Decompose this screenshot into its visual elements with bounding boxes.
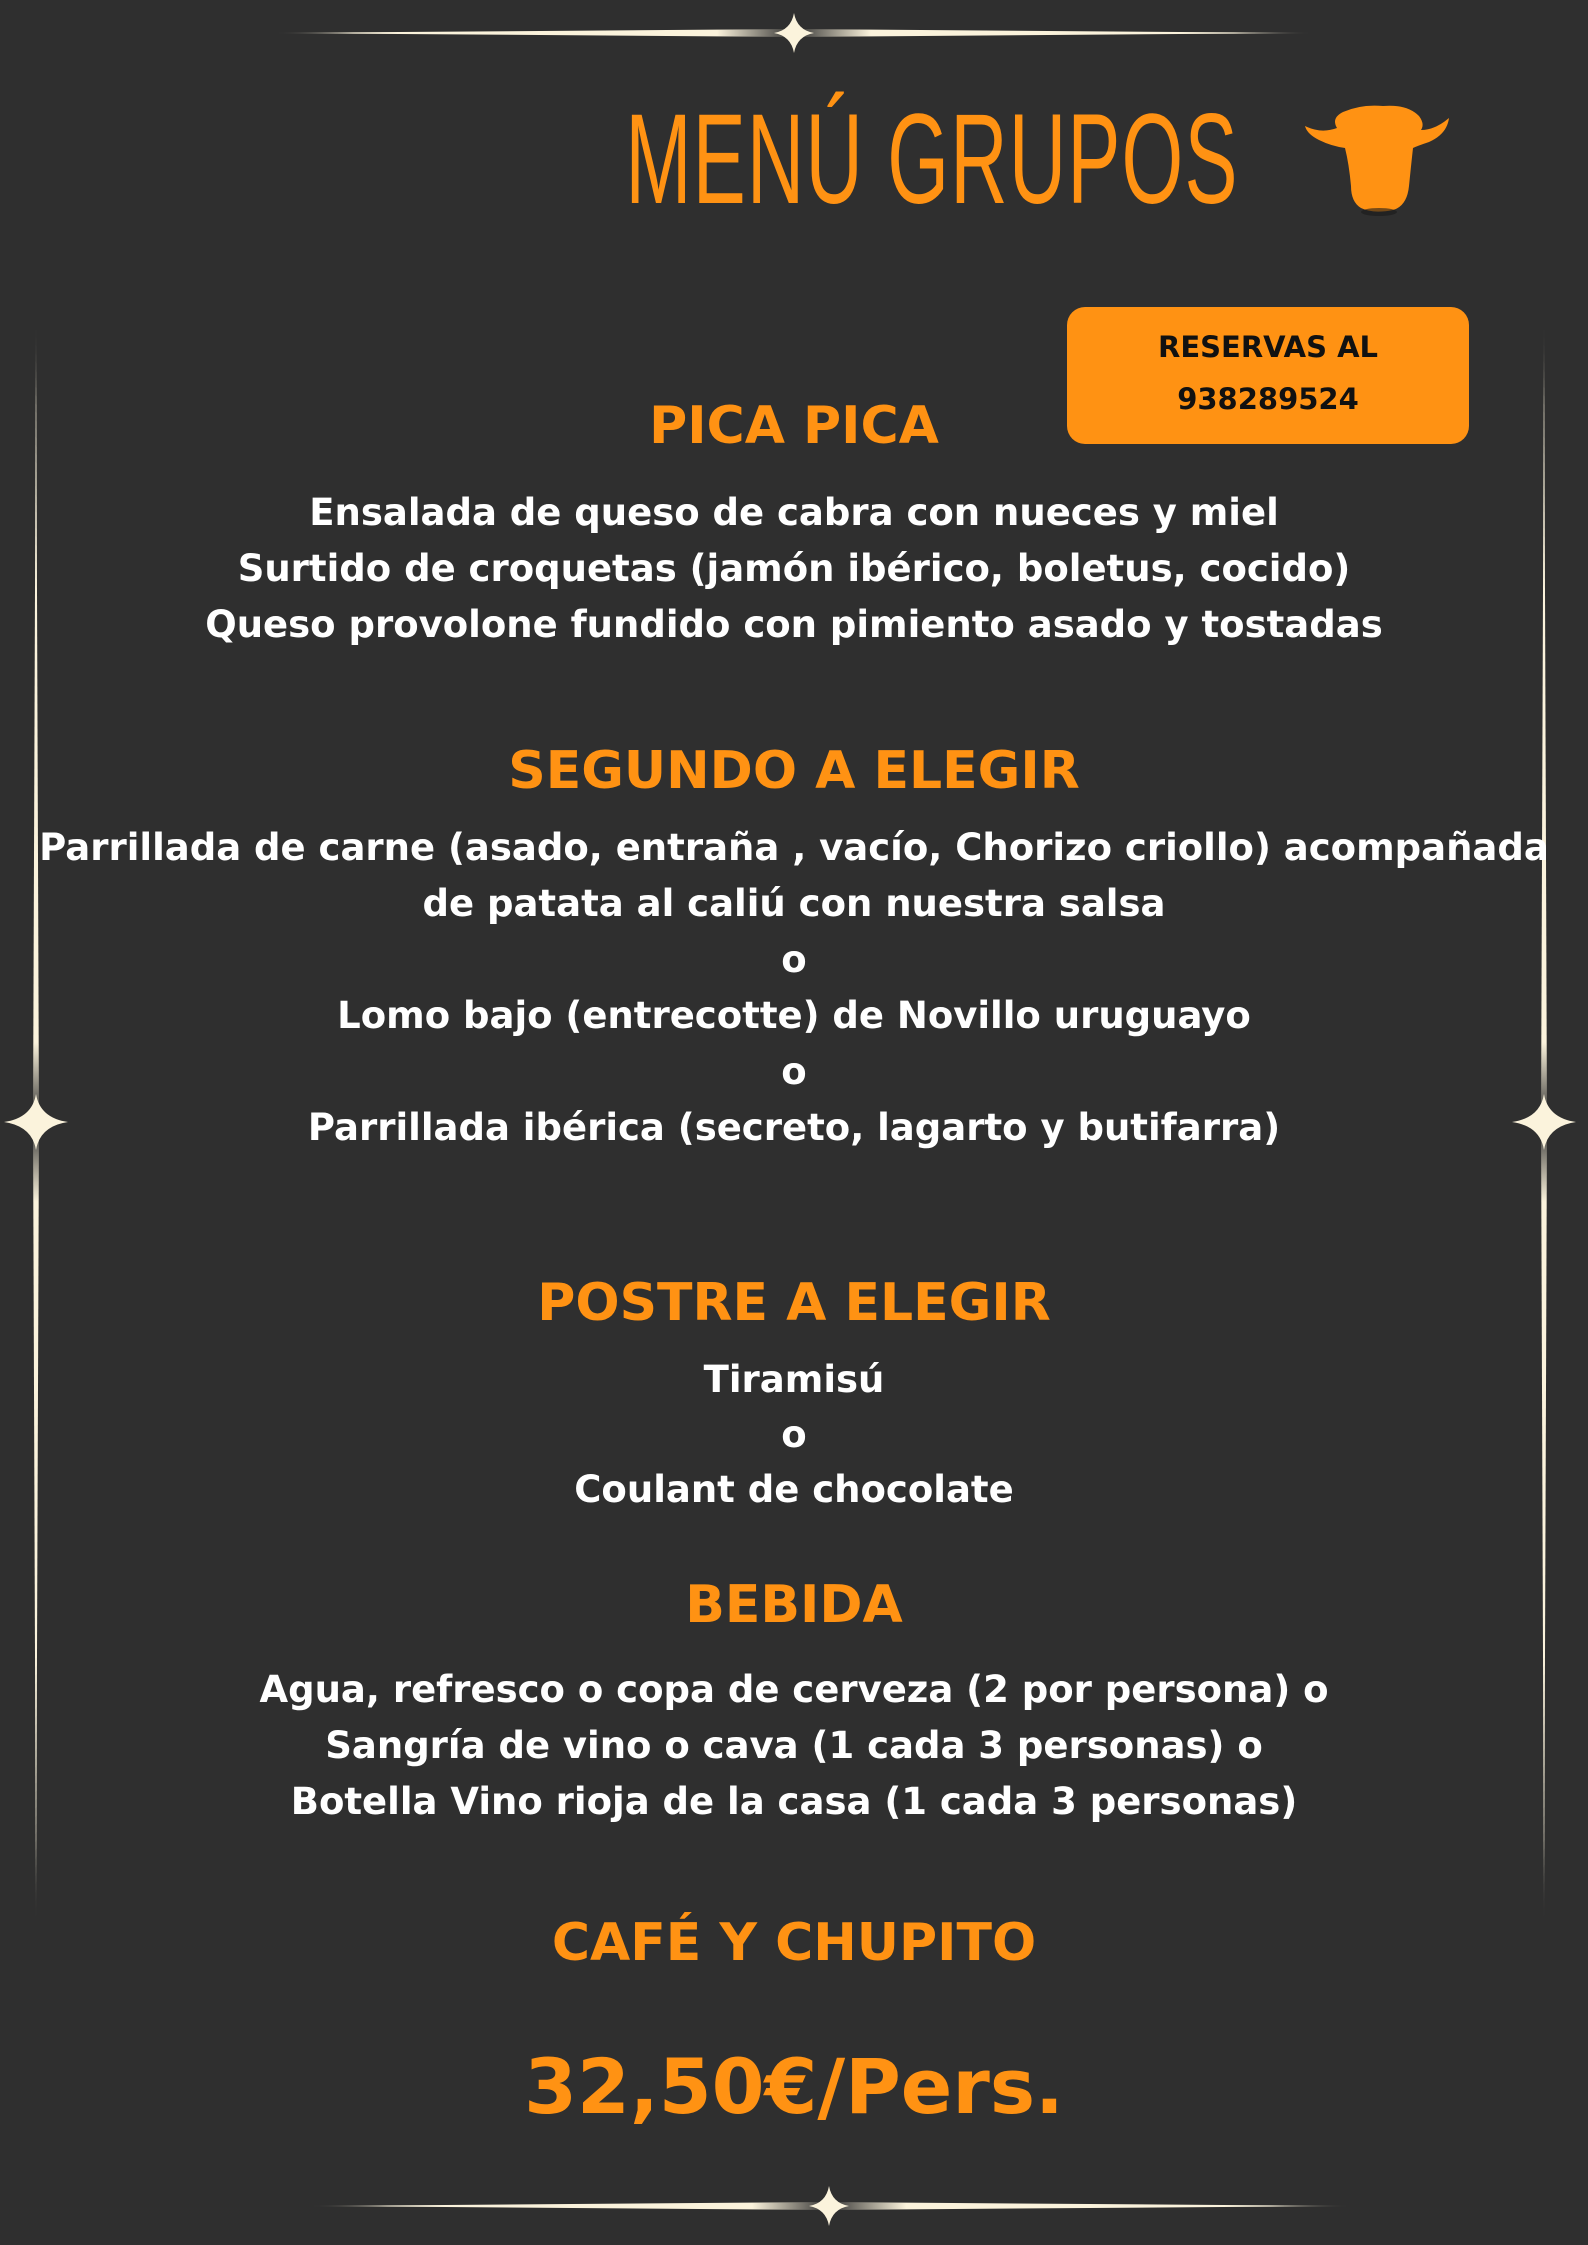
menu-item: Parrillada de carne (asado, entraña , vacío, Chorizo criollo) acompañada <box>39 826 1549 869</box>
menu-item: Parrillada ibérica (secreto, lagarto y butifarra) <box>307 1106 1281 1149</box>
menu-item: Tiramisú <box>703 1358 885 1401</box>
menu-item: Queso provolone fundido con pimiento asado y tostadas <box>205 603 1383 646</box>
menu-item: de patata al caliú con nuestra salsa <box>422 882 1166 925</box>
section-heading-pica-pica: PICA PICA <box>649 396 939 456</box>
price-per-person: 32,50€/Pers. <box>524 2042 1064 2131</box>
section-heading-segundo: SEGUNDO A ELEGIR <box>508 741 1080 801</box>
cow-head-icon <box>1303 104 1451 216</box>
menu-item-separator: o <box>781 1050 807 1093</box>
menu-item: Ensalada de queso de cabra con nueces y miel <box>309 491 1279 534</box>
menu-item: Sangría de vino o cava (1 cada 3 personas) o <box>325 1724 1263 1767</box>
section-items-segundo <box>0 820 1588 1156</box>
section-heading-postre: POSTRE A ELEGIR <box>537 1273 1051 1333</box>
bottom-ornament <box>310 2186 1350 2226</box>
page-title: MENÚ GRUPOS <box>625 88 1239 231</box>
top-ornament <box>275 13 1312 53</box>
menu-item: Lomo bajo (entrecotte) de Novillo uruguayo <box>337 994 1251 1037</box>
menu-item: Agua, refresco o copa de cerveza (2 por persona) o <box>259 1668 1329 1711</box>
menu-item-separator: o <box>781 1413 807 1456</box>
reservations-label: RESERVAS AL <box>1158 330 1378 364</box>
menu-item: Surtido de croquetas (jamón ibérico, boletus, cocido) <box>237 547 1351 590</box>
section-items-postre <box>0 1352 1588 1517</box>
menu-item: Botella Vino rioja de la casa (1 cada 3 personas) <box>290 1780 1298 1823</box>
section-items-pica-pica <box>0 485 1588 653</box>
section-items-bebida <box>0 1662 1588 1830</box>
menu-item: Coulant de chocolate <box>574 1468 1014 1511</box>
section-heading-cafe: CAFÉ Y CHUPITO <box>551 1913 1037 1973</box>
reservations-phone: 938289524 <box>1177 382 1359 416</box>
section-heading-bebida: BEBIDA <box>685 1575 903 1635</box>
menu-item-separator: o <box>781 938 807 981</box>
